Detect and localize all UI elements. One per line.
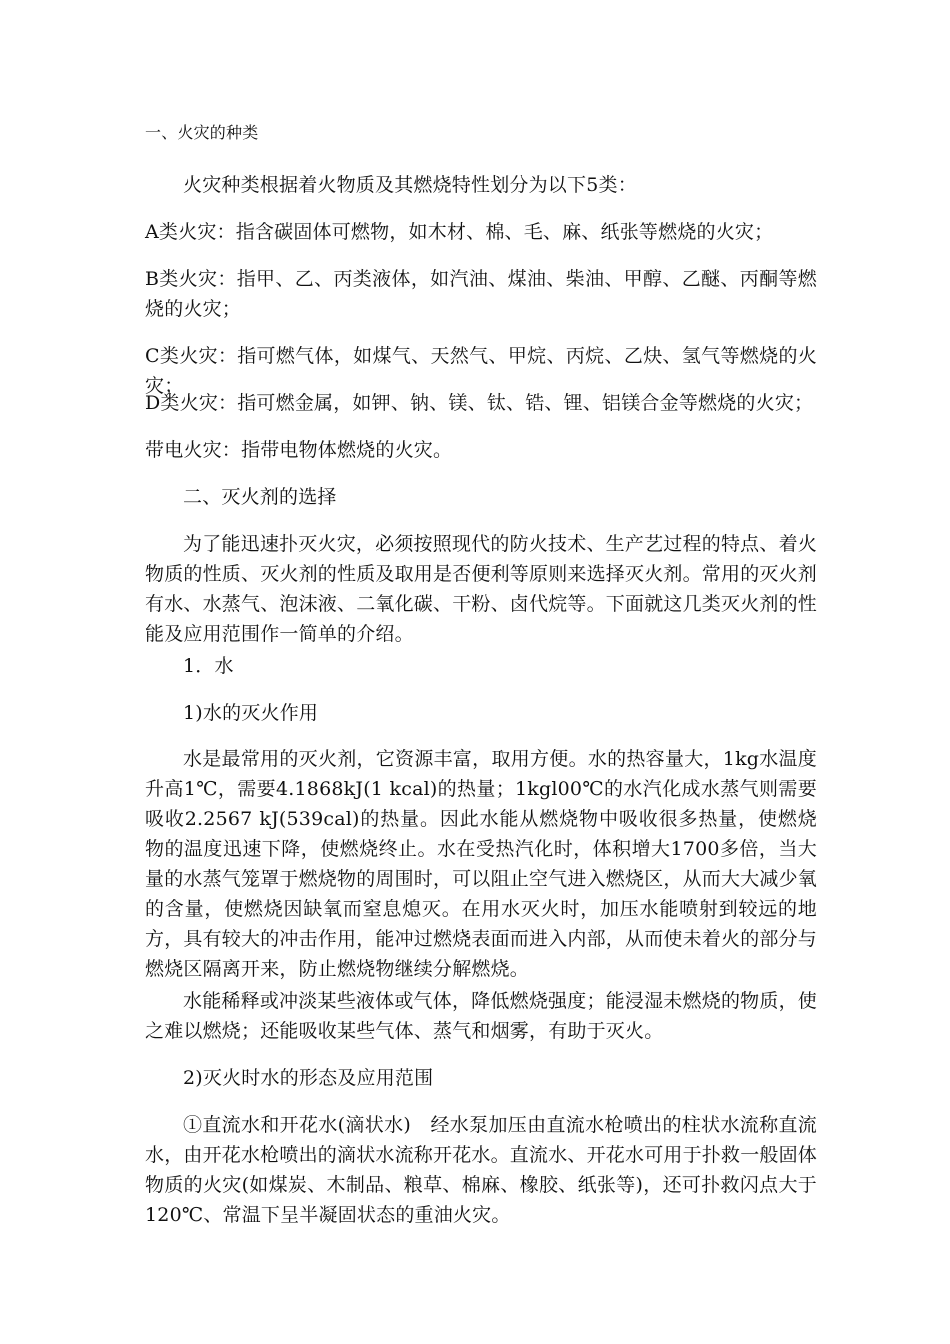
section2-intro: 为了能迅速扑灭火灾，必须按照现代的防火技术、生产艺过程的特点、着火物质的性质、灭火剂的性质及取用是否便利等原则来选择灭火剂。常用的灭火剂有水、水蒸气、泡沫液、二氧化碳、干粉、卤代烷等。下面就这几类灭火剂的性能及应用范围作一简单的介绍。 bbox=[145, 533, 818, 645]
section1-intro: 火灾种类根据着火物质及其燃烧特性划分为以下5类： bbox=[183, 174, 637, 196]
item1-heading: 1．水 bbox=[183, 655, 234, 677]
water-paragraph-2: 水能稀释或冲淡某些液体或气体，降低燃烧强度；能浸湿未燃烧的物质，使之难以燃烧；还能吸收某些气体、蒸气和烟雾，有助于灭火。 bbox=[145, 990, 817, 1042]
fire-class-electrical: 带电火灾：指带电物体燃烧的火灾。 bbox=[145, 439, 453, 461]
section2-heading: 二、灭火剂的选择 bbox=[183, 486, 337, 508]
sub1-heading: 1)水的灭火作用 bbox=[183, 702, 319, 724]
sub2-heading: 2)灭火时水的形态及应用范围 bbox=[183, 1067, 434, 1089]
fire-class-a: A类火灾：指含碳固体可燃物，如木材、棉、毛、麻、纸张等燃烧的火灾； bbox=[145, 221, 774, 243]
fire-class-d: D类火灾：指可燃金属，如钾、钠、镁、钛、锆、锂、铝镁合金等燃烧的火灾； bbox=[145, 392, 814, 414]
water-paragraph-3: ①直流水和开花水(滴状水) 经水泵加压由直流水枪喷出的柱状水流称直流水，由开花水枪喷出的滴状水流称开花水。直流水、开花水可用于扑救一般固体物质的火灾(如煤炭、木制品、粮草、棉麻、橡胶、纸张等)，还可扑救闪点大于120℃、常温下呈半凝固状态的重油火灾。 bbox=[145, 1114, 818, 1226]
fire-class-b: B类火灾：指甲、乙、丙类液体，如汽油、煤油、柴油、甲醇、乙醚、丙酮等燃烧的火灾； bbox=[145, 268, 817, 320]
water-paragraph-1: 水是最常用的灭火剂，它资源丰富，取用方便。水的热容量大，1kg水温度升高1℃，需要4.1868kJ(1 kcal)的热量；1kgl00℃的水汽化成水蒸气则需要吸收2.2567 kJ(539cal)的热量。因此水能从燃烧物中吸收很多热量，使燃烧物的温度迅速下降，使燃烧终止。水在受热汽化时，体积增大1700多倍，当大量的水蒸气笼罩于燃烧物的周围时，可以阻止空气进入燃烧区，从而大大减少氧的含量，使燃烧因缺氧而窒息熄灭。在用水灭火时，加压水能喷射到较远的地方，具有较大的冲击作用，能冲过燃烧表面而进入内部，从而使未着火的部分与燃烧区隔离开来，防止燃烧物继续分解燃烧。 bbox=[145, 748, 818, 980]
fire-class-c: C类火灾：指可燃气体，如煤气、天然气、甲烷、丙烷、乙炔、氢气等燃烧的火灾； bbox=[145, 345, 817, 397]
section1-heading: 一、火灾的种类 bbox=[145, 123, 259, 142]
